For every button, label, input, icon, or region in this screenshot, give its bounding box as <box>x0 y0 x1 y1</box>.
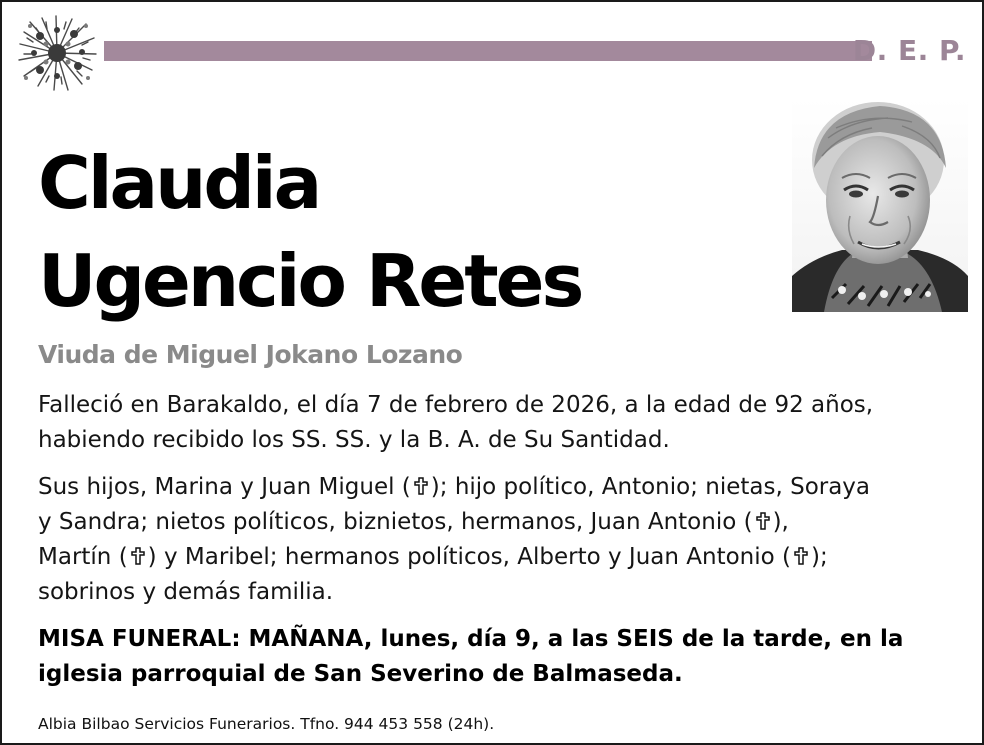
deceased-name <box>38 134 581 330</box>
funeral-line-2: iglesia parroquial de San Severino de Balmaseda. <box>38 661 683 687</box>
family-text-2: ); hijo político, Antonio; nietas, Soraya <box>430 474 871 500</box>
cross-icon <box>791 546 811 566</box>
first-name: Claudia <box>38 141 320 225</box>
family-text-7: ); <box>811 544 828 570</box>
flower-ornament-icon <box>16 14 98 92</box>
family-text-6: ) y Maribel; hermanos políticos, Alberto y Juan Antonio ( <box>147 544 791 570</box>
family-text-3: y Sandra; nietos políticos, biznietos, hermanos, Juan Antonio ( <box>38 509 753 535</box>
widow-of-line: Viuda de Miguel Jokano Lozano <box>38 340 463 369</box>
portrait-photo <box>792 98 968 312</box>
header-accent-bar <box>104 41 872 61</box>
surnames: Ugencio Retes <box>38 239 582 323</box>
funeral-home-footer: Albia Bilbao Servicios Funerarios. Tfno. 944 453 558 (24h). <box>38 715 495 733</box>
family-text-1: Sus hijos, Marina y Juan Miguel ( <box>38 474 411 500</box>
announcement-line-1: Falleció en Barakaldo, el día 7 de febrero de 2026, a la edad de 92 años, <box>38 392 874 418</box>
cross-icon <box>411 476 431 496</box>
dep-label: D. E. P. <box>852 34 966 67</box>
family-list <box>38 470 938 610</box>
cross-icon <box>128 546 148 566</box>
announcement-line-2: habiendo recibido los SS. SS. y la B. A. de Su Santidad. <box>38 427 670 453</box>
cross-icon <box>753 511 773 531</box>
family-text-4: ), <box>772 509 789 535</box>
family-text-8: sobrinos y demás familia. <box>38 579 334 605</box>
funeral-line-1: MISA FUNERAL: MAÑANA, lunes, día 9, a las SEIS de la tarde, en la <box>38 626 904 652</box>
family-text-5: Martín ( <box>38 544 128 570</box>
funeral-mass <box>38 622 938 692</box>
death-announcement <box>38 388 938 458</box>
